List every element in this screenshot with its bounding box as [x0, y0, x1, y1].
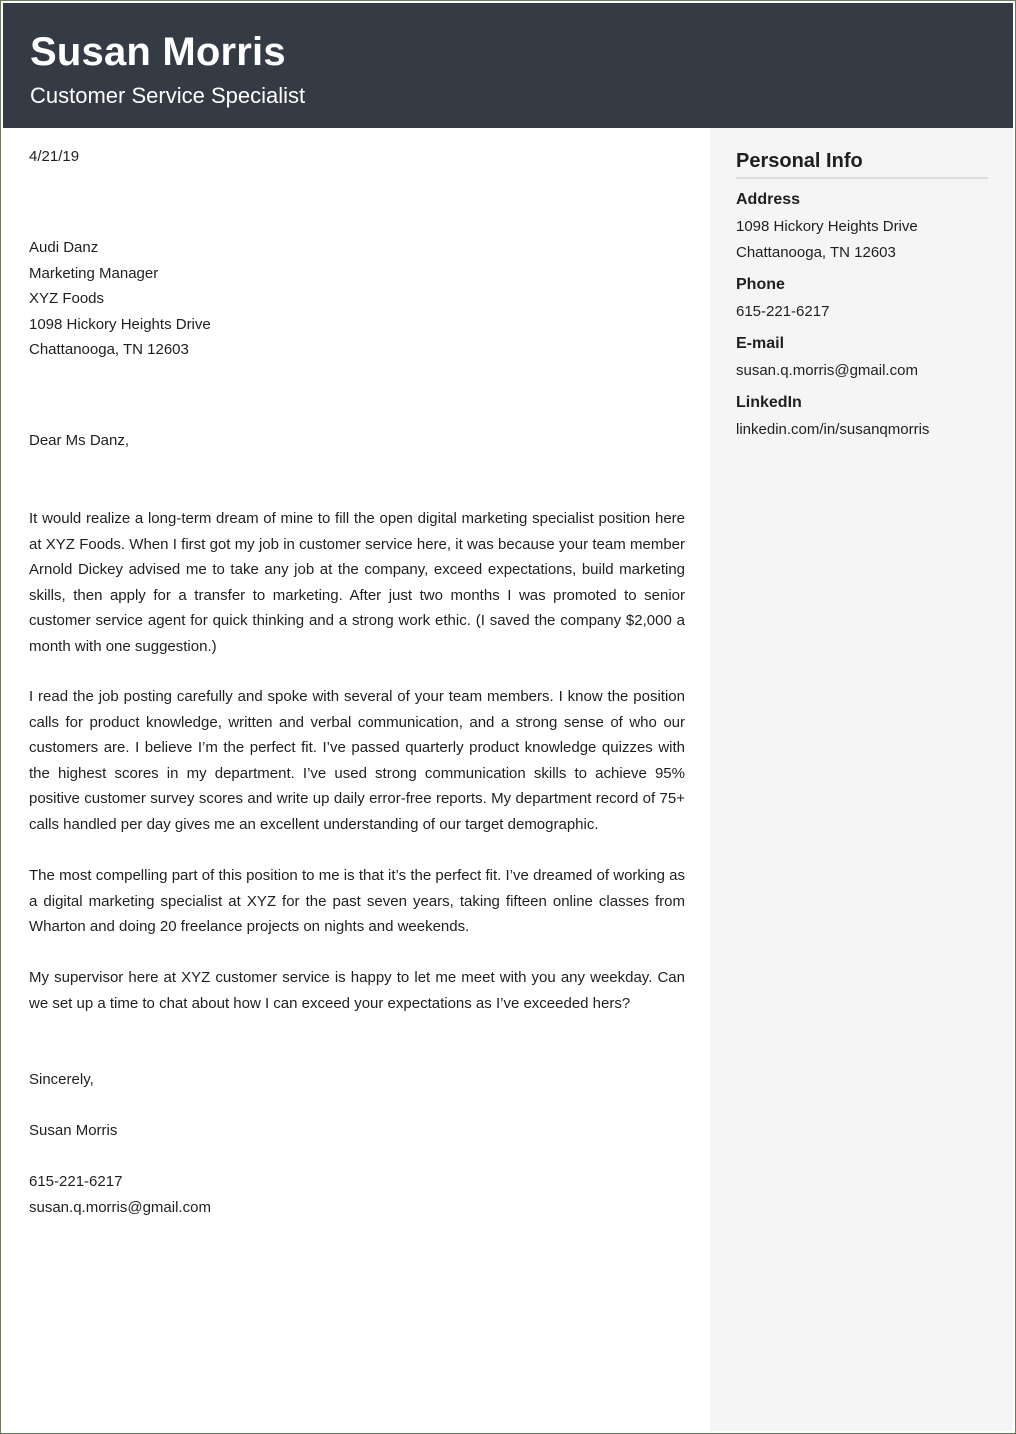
address-value [736, 214, 996, 265]
recipient-company: XYZ Foods [29, 290, 105, 307]
email-value[interactable]: susan.q.morris@gmail.com [736, 362, 918, 379]
recipient-city: Chattanooga, TN 12603 [29, 341, 189, 358]
address-section [736, 190, 996, 265]
linkedin-value[interactable]: linkedin.com/in/susanqmorris [736, 421, 930, 438]
address-line-2: Chattanooga, TN 12603 [736, 243, 896, 261]
personal-info-sidebar [710, 128, 1013, 1431]
letter-date: 4/21/19 [29, 148, 80, 165]
recipient-name: Audi Danz [29, 239, 99, 256]
header-banner [3, 3, 1013, 128]
address-line-1: 1098 Hickory Heights Drive [736, 218, 918, 235]
email-label: E-mail [736, 335, 785, 352]
body-paragraph-4: My supervisor here at XYZ customer service is happy to let me meet with you any weekday. Can we set up a time to chat about how I can exceed your expectations as I’ve exceeded hers? [29, 969, 685, 1012]
recipient-title: Marketing Manager [29, 264, 159, 282]
phone-value: 615-221-6217 [736, 303, 830, 320]
linkedin-label: LinkedIn [736, 394, 802, 411]
phone-section [736, 275, 996, 325]
linkedin-section [736, 393, 996, 443]
personal-info-heading: Personal Info [736, 148, 988, 179]
body-paragraph-2: I read the job posting carefully and spoke with several of your team members. I know the position calls for product knowledge, written and verbal communication, and a strong sense of who our customers are. I believe I’m the perfect fit. I’ve passed quarterly product knowledge quizzes with the highest scores in my department. I’ve used strong communication skills to achieve 95% positive customer survey scores and write up daily error-free reports. My department record of 75+ calls handled per day gives me an excellent understanding of our target demographic. [29, 688, 685, 833]
salutation: Dear Ms Danz, [29, 432, 130, 449]
address-label: Address [736, 191, 801, 208]
phone-label: Phone [736, 276, 785, 293]
applicant-title: Customer Service Specialist [30, 83, 306, 108]
recipient-block [29, 235, 685, 363]
signature-contact [29, 1169, 685, 1220]
applicant-name: Susan Morris [30, 30, 286, 74]
body-paragraph-1: It would realize a long-term dream of mine to fill the open digital marketing specialist position here at XYZ Foods. When I first got my job in customer service here, it was because your team member Arnold Dickey advised me to take any job at the company, exceed expectations, build marketing skills, then apply for a transfer to marketing. After just two months I was promoted to senior customer service agent for quick thinking and a strong work ethic. (I saved the company $2,000 a month with one suggestion.) [29, 510, 685, 655]
signature-phone: 615-221-6217 [29, 1173, 123, 1190]
signature-name: Susan Morris [29, 1122, 118, 1139]
recipient-street: 1098 Hickory Heights Drive [29, 315, 211, 333]
email-section [736, 334, 996, 384]
closing: Sincerely, [29, 1071, 94, 1088]
signature-email[interactable]: susan.q.morris@gmail.com [29, 1198, 211, 1216]
body-paragraph-3: The most compelling part of this position to me is that it’s the perfect fit. I’ve dreamed of working as a digital marketing specialist at XYZ for the past seven years, taking fifteen online classes from Wharton and doing 20 freelance projects on nights and weekends. [29, 867, 685, 935]
